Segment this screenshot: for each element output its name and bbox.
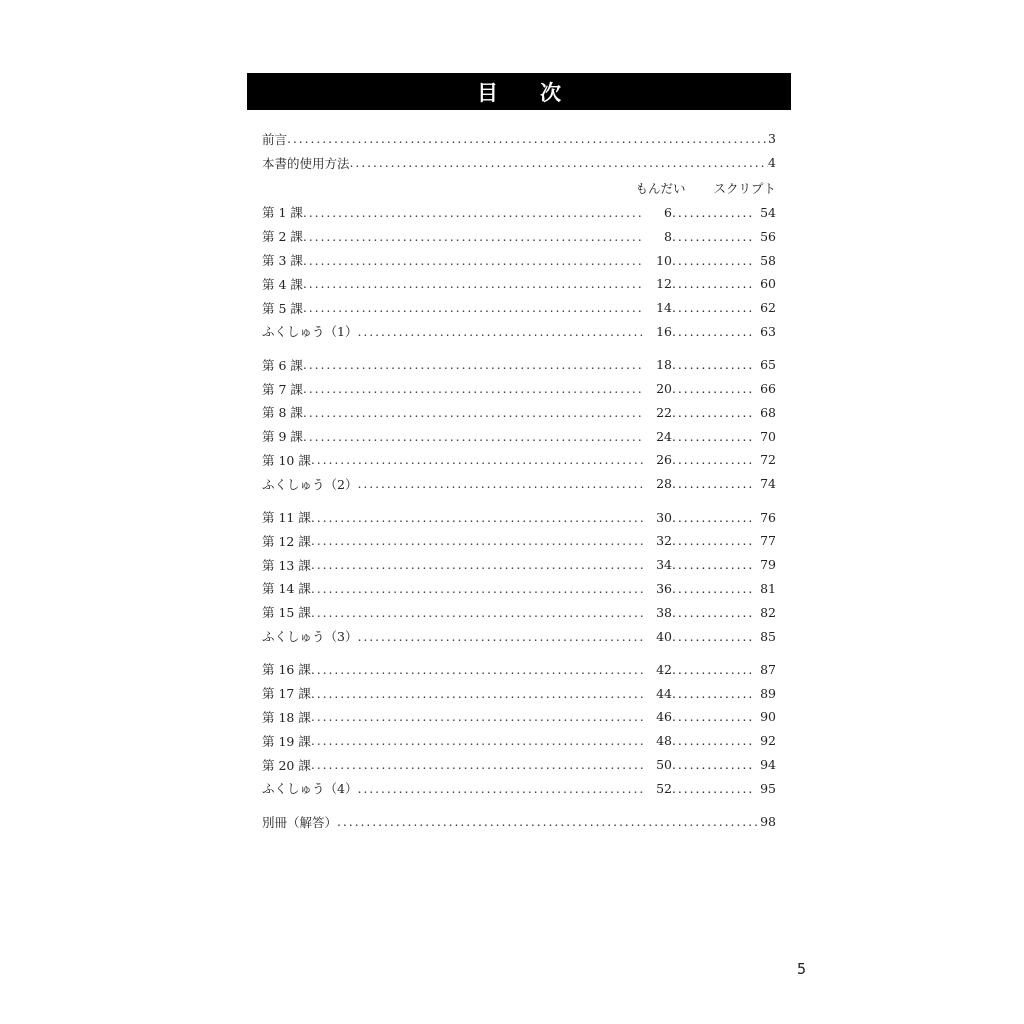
toc-entry-lesson[interactable]: [262, 600, 776, 624]
script-page: 66: [760, 381, 776, 397]
entry-label: 第 14 課: [262, 581, 311, 597]
toc-entry-lesson[interactable]: [262, 729, 776, 753]
toc-entry-lesson[interactable]: [262, 577, 776, 601]
script-page: 72: [760, 452, 776, 468]
problem-column-header: もんだい: [635, 180, 686, 196]
script-page: 68: [760, 404, 776, 420]
entry-label: 第 1 課: [262, 205, 303, 221]
script-page: 76: [760, 509, 776, 525]
toc-entry-lesson[interactable]: [262, 224, 776, 248]
problem-page: 38: [656, 604, 672, 620]
problem-page: 22: [656, 404, 672, 420]
problem-page: 50: [656, 757, 672, 773]
entry-label: 前言: [262, 131, 288, 147]
script-page: 65: [760, 357, 776, 373]
script-page: 70: [760, 428, 776, 444]
script-column-header: スクリプト: [713, 180, 776, 196]
toc-entry-lesson[interactable]: [262, 424, 776, 448]
toc-entry-lesson[interactable]: [262, 529, 776, 553]
script-page: 58: [760, 252, 776, 268]
entry-label: 第 15 課: [262, 605, 311, 621]
toc-entry-lesson[interactable]: [262, 400, 776, 424]
toc-entry-lesson[interactable]: [262, 377, 776, 401]
problem-page: 30: [656, 509, 672, 525]
toc-entry-lesson[interactable]: [262, 553, 776, 577]
toc-entry-how-to-use[interactable]: [262, 151, 776, 175]
script-page: 85: [760, 628, 776, 644]
script-page: 54: [760, 204, 776, 220]
problem-page: 8: [664, 228, 672, 244]
script-page: 77: [760, 533, 776, 549]
entry-label: 第 2 課: [262, 229, 303, 245]
entry-label: 別冊（解答）: [262, 814, 338, 830]
entry-page: 3: [768, 131, 776, 147]
toc-entry-lesson[interactable]: [262, 753, 776, 777]
problem-page: 36: [656, 580, 672, 596]
problem-page: 42: [656, 661, 672, 677]
script-page: 60: [760, 276, 776, 292]
entry-label: 第 4 課: [262, 276, 303, 292]
problem-page: 48: [656, 733, 672, 749]
problem-page: 44: [656, 685, 672, 701]
toc-entry-lesson[interactable]: [262, 505, 776, 529]
toc-entry-lesson[interactable]: [262, 657, 776, 681]
script-page: 95: [760, 780, 776, 796]
entry-page: 98: [760, 814, 776, 830]
toc-entry-preface[interactable]: [262, 127, 776, 151]
entry-label: 第 11 課: [262, 510, 311, 526]
problem-page: 26: [656, 452, 672, 468]
problem-page: 46: [656, 709, 672, 725]
entry-label: 本書的使用方法: [262, 155, 350, 171]
toc-entry-lesson[interactable]: [262, 705, 776, 729]
title-char-1: 目: [477, 80, 498, 105]
problem-page: 20: [656, 381, 672, 397]
script-page: 87: [760, 661, 776, 677]
script-page: 62: [760, 300, 776, 316]
problem-page: 52: [656, 780, 672, 796]
script-page: 90: [760, 709, 776, 725]
entry-label: ふくしゅう（4）: [262, 781, 358, 797]
problem-page: 40: [656, 628, 672, 644]
toc-entry-lesson[interactable]: [262, 624, 776, 648]
entry-label: 第 13 課: [262, 557, 311, 573]
toc-entry-lesson[interactable]: [262, 353, 776, 377]
table-of-contents: [262, 127, 776, 834]
script-page: 92: [760, 733, 776, 749]
script-page: 74: [760, 476, 776, 492]
problem-page: 6: [664, 204, 672, 220]
toc-entry-lesson[interactable]: [262, 448, 776, 472]
entry-label: 第 17 課: [262, 686, 311, 702]
problem-page: 12: [656, 276, 672, 292]
problem-page: 28: [656, 476, 672, 492]
entry-label: 第 5 課: [262, 300, 303, 316]
entry-label: 第 19 課: [262, 733, 311, 749]
script-page: 56: [760, 228, 776, 244]
lesson-groups: [262, 201, 776, 810]
script-page: 94: [760, 757, 776, 773]
entry-label: 第 12 課: [262, 533, 311, 549]
entry-label: 第 16 課: [262, 662, 311, 678]
entry-label: 第 10 課: [262, 452, 311, 468]
entry-label: ふくしゅう（3）: [262, 629, 358, 645]
toc-entry-lesson[interactable]: [262, 201, 776, 225]
entry-label: 第 9 課: [262, 429, 303, 445]
entry-label: ふくしゅう（2）: [262, 476, 358, 492]
entry-label: 第 8 課: [262, 405, 303, 421]
entry-label: 第 18 課: [262, 709, 311, 725]
title-char-2: 次: [540, 80, 561, 105]
script-page: 82: [760, 604, 776, 620]
script-page: 79: [760, 557, 776, 573]
toc-entry-appendix[interactable]: [262, 810, 776, 834]
problem-page: 18: [656, 357, 672, 373]
entry-label: 第 6 課: [262, 357, 303, 373]
entry-page: 4: [768, 155, 776, 171]
problem-page: 10: [656, 252, 672, 268]
toc-entry-lesson[interactable]: [262, 296, 776, 320]
problem-page: 14: [656, 300, 672, 316]
column-headers: [262, 175, 776, 201]
toc-entry-lesson[interactable]: [262, 272, 776, 296]
toc-title-bar: [247, 73, 791, 110]
toc-entry-lesson[interactable]: [262, 320, 776, 344]
problem-page: 24: [656, 428, 672, 444]
problem-page: 16: [656, 323, 672, 339]
problem-page: 32: [656, 533, 672, 549]
entry-label: ふくしゅう（1）: [262, 324, 358, 340]
problem-page: 34: [656, 557, 672, 573]
entry-label: 第 3 課: [262, 253, 303, 269]
toc-entry-lesson[interactable]: [262, 248, 776, 272]
script-page: 81: [760, 580, 776, 596]
toc-entry-lesson[interactable]: [262, 681, 776, 705]
entry-label: 第 20 課: [262, 757, 311, 773]
toc-entry-lesson[interactable]: [262, 472, 776, 496]
entry-label: 第 7 課: [262, 381, 303, 397]
toc-entry-lesson[interactable]: [262, 776, 776, 800]
page-number: 5: [797, 960, 807, 978]
script-page: 89: [760, 685, 776, 701]
script-page: 63: [760, 323, 776, 339]
